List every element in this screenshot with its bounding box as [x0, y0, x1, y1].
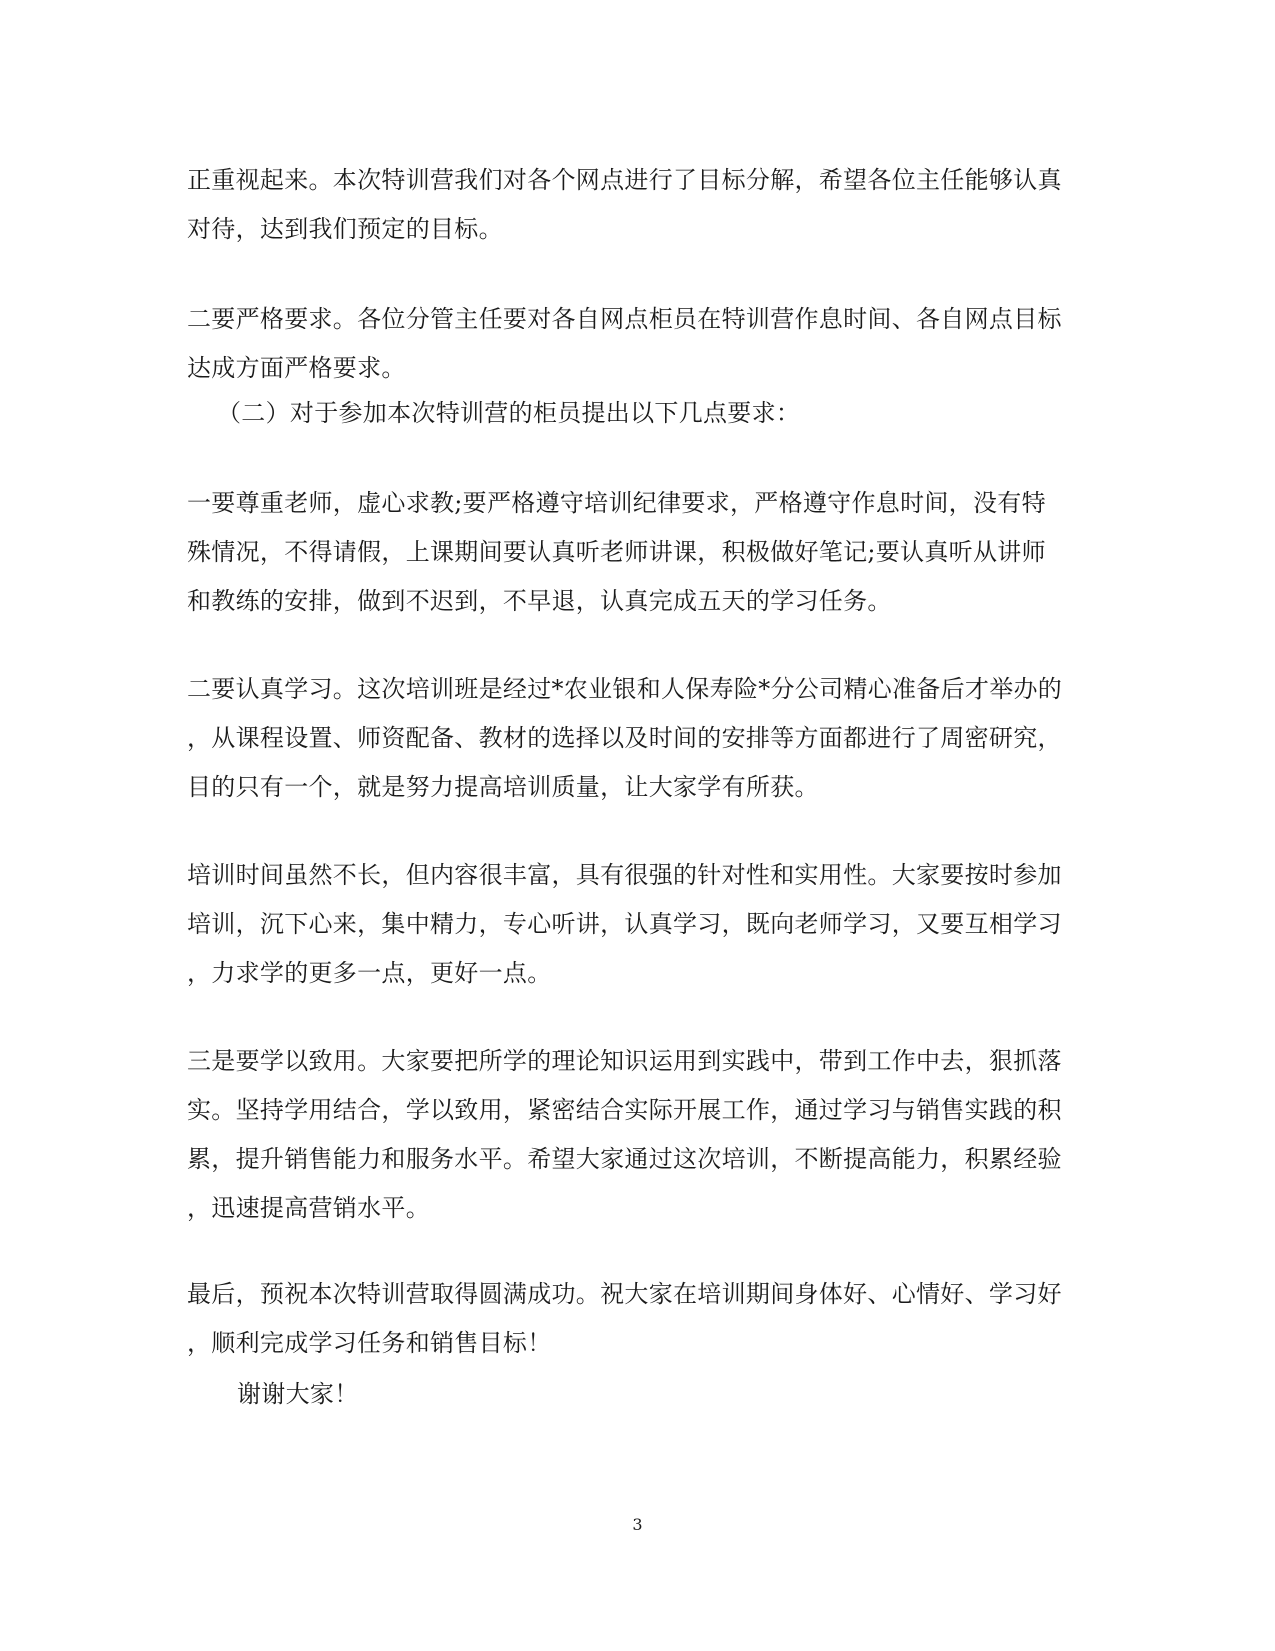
- section-heading: [217, 389, 1117, 438]
- paragraph-5: [187, 665, 1087, 812]
- paragraph-6: [187, 851, 1087, 998]
- paragraph-line: 累，提升销售能力和服务水平。希望大家通过这次培训，不断提高能力，积累经验: [187, 1145, 1062, 1173]
- paragraph-8: [187, 1270, 1087, 1368]
- paragraph-4: [187, 479, 1087, 626]
- paragraph-line: ，顺利完成学习任务和销售目标！: [187, 1329, 552, 1357]
- paragraph-line: 培训，沉下心来，集中精力，专心听讲，认真学习，既向老师学习，又要互相学习: [187, 910, 1062, 938]
- paragraph-1: [187, 156, 1087, 254]
- closing-text: 谢谢大家！: [237, 1380, 359, 1408]
- paragraph-line: 二要认真学习。这次培训班是经过*农业银和人保寿险*分公司精心准备后才举办的: [187, 675, 1063, 703]
- paragraph-7: [187, 1037, 1087, 1233]
- paragraph-line: 培训时间虽然不长，但内容很丰富，具有很强的针对性和实用性。大家要按时参加: [187, 861, 1062, 889]
- paragraph-line: 和教练的安排，做到不迟到，不早退，认真完成五天的学习任务。: [187, 587, 892, 615]
- paragraph-line: 三是要学以致用。大家要把所学的理论知识运用到实践中，带到工作中去，狠抓落: [187, 1047, 1062, 1075]
- page-number: 3: [632, 1515, 643, 1534]
- paragraph-line: 二要严格要求。各位分管主任要对各自网点柜员在特训营作息时间、各自网点目标: [187, 305, 1062, 333]
- paragraph-line: ，从课程设置、师资配备、教材的选择以及时间的安排等方面都进行了周密研究，: [187, 724, 1062, 752]
- section-heading-line: （二）对于参加本次特训营的柜员提出以下几点要求：: [217, 399, 801, 427]
- paragraph-line: 殊情况，不得请假，上课期间要认真听老师讲课，积极做好笔记;要认真听从讲师: [187, 538, 1046, 566]
- paragraph-line: 最后，预祝本次特训营取得圆满成功。祝大家在培训期间身体好、心情好、学习好: [187, 1280, 1062, 1308]
- paragraph-2: [187, 295, 1087, 393]
- paragraph-line: 对待，达到我们预定的目标。: [187, 215, 503, 243]
- closing-line: [237, 1370, 1137, 1419]
- paragraph-line: ，迅速提高营销水平。: [187, 1194, 430, 1222]
- paragraph-line: ，力求学的更多一点，更好一点。: [187, 959, 552, 987]
- paragraph-line: 一要尊重老师，虚心求教;要严格遵守培训纪律要求，严格遵守作息时间，没有特: [187, 489, 1046, 517]
- paragraph-line: 实。坚持学用结合，学以致用，紧密结合实际开展工作，通过学习与销售实践的积: [187, 1096, 1062, 1124]
- paragraph-line: 目的只有一个，就是努力提高培训质量，让大家学有所获。: [187, 773, 819, 801]
- paragraph-line: 达成方面严格要求。: [187, 354, 406, 382]
- paragraph-line: 正重视起来。本次特训营我们对各个网点进行了目标分解，希望各位主任能够认真: [187, 166, 1062, 194]
